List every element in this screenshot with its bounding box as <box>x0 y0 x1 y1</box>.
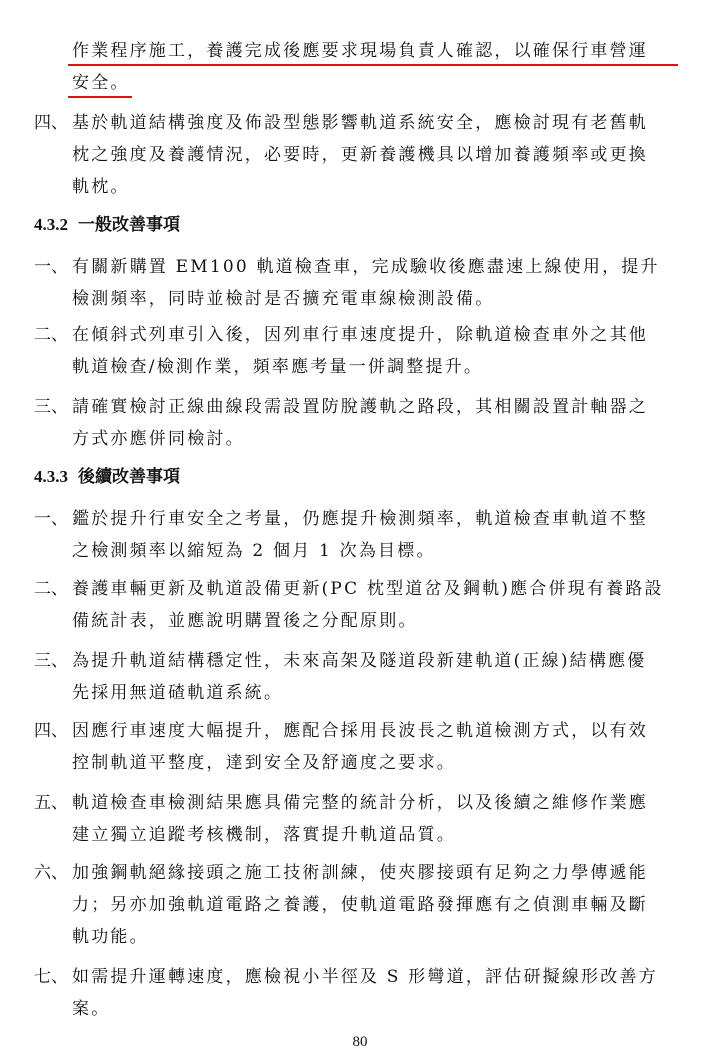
s433-item-2-marker: 二、 <box>34 579 68 599</box>
s433-item-6-line-3: 軌功能。 <box>72 927 149 947</box>
s432-item-3-line-1: 請確實檢討正線曲線段需設置防脫護軌之路段，其相關設置計軸器之 <box>72 397 648 417</box>
s433-item-2-line-2: 備統計表，並應說明購置後之分配原則。 <box>72 611 418 631</box>
s433-item-1-marker: 一、 <box>34 509 68 529</box>
item-four-line-1: 基於軌道結構強度及佈設型態影響軌道系統安全，應檢討現有老舊軌 <box>72 113 648 133</box>
red-underline-annotation <box>68 64 678 66</box>
s433-item-7-line-1: 如需提升運轉速度，應檢視小半徑及 S 形彎道，評估研擬線形改善方 <box>72 967 658 987</box>
s433-item-3-line-1: 為提升軌道結構穩定性，未來高架及隧道段新建軌道(正線)結構應優 <box>72 651 647 671</box>
s433-item-1-line-1: 鑑於提升行車安全之考量，仍應提升檢測頻率，軌道檢查車軌道不整 <box>72 509 648 529</box>
section-433-heading <box>34 466 180 488</box>
intro-line-2: 安全。 <box>72 73 130 93</box>
section-432-number: 4.3.2 <box>34 215 68 234</box>
section-432-title: 一般改善事項 <box>78 215 180 235</box>
s433-item-6-marker: 六、 <box>34 863 68 883</box>
item-four-marker: 四、 <box>34 113 68 133</box>
s433-item-6-line-2: 力；另亦加強軌道電路之養護，使軌道電路發揮應有之偵測車輛及斷 <box>72 895 648 915</box>
s432-item-3-line-2: 方式亦應併同檢討。 <box>72 429 245 449</box>
s433-item-7-marker: 七、 <box>34 967 68 987</box>
red-underline-annotation-short <box>68 96 132 98</box>
s432-item-2-line-2: 軌道檢查/檢測作業，頻率應考量一併調整提升。 <box>72 357 484 377</box>
s433-item-4-line-2: 控制軌道平整度，達到安全及舒適度之要求。 <box>72 753 456 773</box>
intro-line-1: 作業程序施工，養護完成後應要求現場負責人確認，以確保行車營運 <box>72 41 648 61</box>
section-433-number: 4.3.3 <box>34 467 68 486</box>
s433-item-3-marker: 三、 <box>34 651 68 671</box>
item-four-line-2: 枕之強度及養護情況，必要時，更新養護機具以增加養護頻率或更換 <box>72 145 648 165</box>
section-433-title: 後續改善事項 <box>78 467 180 487</box>
s433-item-3-line-2: 先採用無道碴軌道系統。 <box>72 683 284 703</box>
s432-item-2-marker: 二、 <box>34 325 68 345</box>
s433-item-2-line-1: 養護車輛更新及軌道設備更新(PC 枕型道岔及鋼軌)應合併現有養路設 <box>72 579 664 599</box>
s432-item-2-line-1: 在傾斜式列車引入後，因列車行車速度提升，除軌道檢查車外之其他 <box>72 325 648 345</box>
item-four-line-3: 軌枕。 <box>72 177 130 197</box>
s433-item-7-line-2: 案。 <box>72 999 111 1019</box>
s432-item-1-marker: 一、 <box>34 257 68 277</box>
s433-item-6-line-1: 加強鋼軌絕緣接頭之施工技術訓練，使夾膠接頭有足夠之力學傳遞能 <box>72 863 648 883</box>
s433-item-5-marker: 五、 <box>34 793 68 813</box>
page-number: 80 <box>352 1034 368 1050</box>
s433-item-1-line-2: 之檢測頻率以縮短為 2 個月 1 次為目標。 <box>72 541 436 561</box>
section-432-heading <box>34 214 180 236</box>
s432-item-1-line-2: 檢測頻率，同時並檢討是否擴充電車線檢測設備。 <box>72 289 495 309</box>
s433-item-5-line-2: 建立獨立追蹤考核機制，落實提升軌道品質。 <box>72 825 456 845</box>
s432-item-3-marker: 三、 <box>34 397 68 417</box>
s433-item-5-line-1: 軌道檢查車檢測結果應具備完整的統計分析，以及後續之維修作業應 <box>72 793 648 813</box>
s433-item-4-line-1: 因應行車速度大幅提升，應配合採用長波長之軌道檢測方式，以有效 <box>72 721 648 741</box>
s432-item-1-line-1: 有關新購置 EM100 軌道檢查車，完成驗收後應盡速上線使用，提升 <box>72 257 660 277</box>
s433-item-4-marker: 四、 <box>34 721 68 741</box>
